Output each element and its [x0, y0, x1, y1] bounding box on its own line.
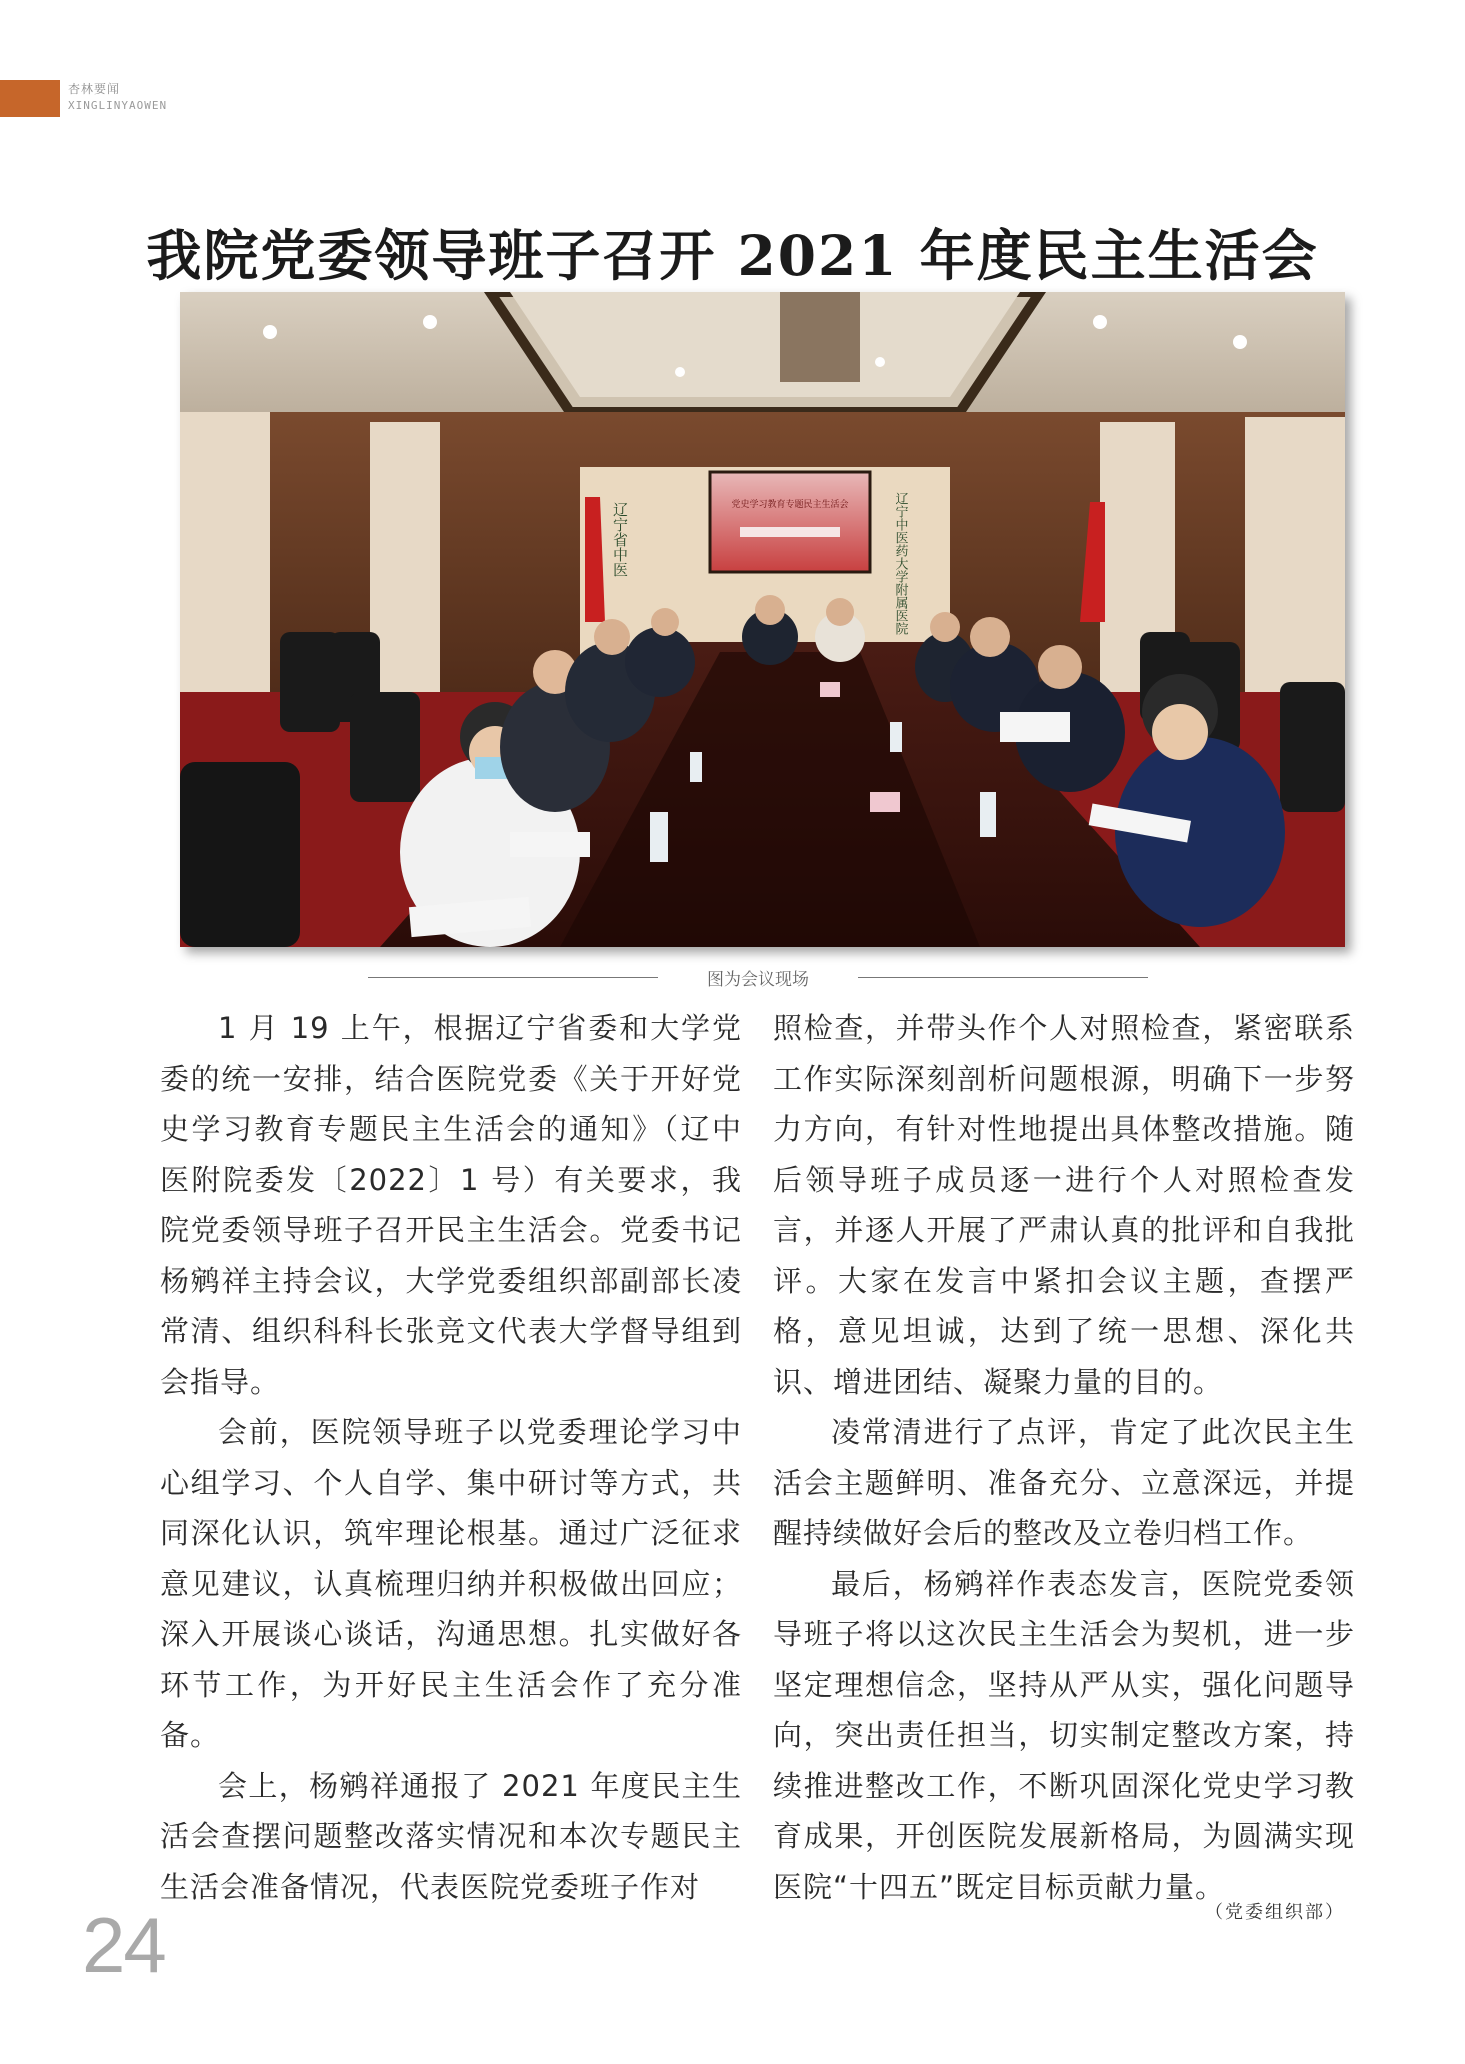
section-title: 杏林要闻 [68, 82, 121, 96]
photo-caption [368, 965, 1148, 989]
page-number: 24 [82, 1901, 165, 1989]
photo-wall-text-right: 辽宁中医药大学附属医院 [892, 492, 908, 635]
caption-divider-right [858, 977, 1148, 978]
article-paragraph: 会上，杨鹓祥通报了 2021 年度民主生活会查摆问题整改落实情况和本次专题民主生活会准备情况，代表医院党委班子作对 [160, 1768, 742, 1904]
photo-wall-text-left: 辽宁省中医 [611, 502, 629, 577]
photo-screen-text: 党史学习教育专题民主生活会 [731, 500, 849, 510]
article-byline: （党委组织部） [1205, 1902, 1345, 1923]
article-column-left [160, 1003, 742, 1912]
photo-caption-text: 图为会议现场 [707, 970, 809, 990]
article-paragraph: 照检查，并带头作个人对照检查，紧密联系工作实际深刻剖析问题根源，明确下一步努力方向，有针对性地提出具体整改措施。随后领导班子成员逐一进行个人对照检查发言，并逐人开展了严肃认真的批评和自我批评。大家在发言中紧扣会议主题，查摆严格，意见坦诚，达到了统一思想、深化共识、增进团结、凝聚力量的目的。 [773, 1011, 1355, 1399]
article-paragraph: 凌常清进行了点评，肯定了此次民主生活会主题鲜明、准备充分、立意深远，并提醒持续做好会后的整改及立卷归档工作。 [773, 1415, 1355, 1550]
article-title: 我院党委领导班子召开 2021 年度民主生活会 [146, 223, 1319, 288]
meeting-photo [180, 292, 1345, 947]
section-color-block [0, 80, 60, 117]
article-paragraph: 最后，杨鹓祥作表态发言，医院党委领导班子将以这次民主生活会为契机，进一步坚定理想信念，坚持从严从实，强化问题导向，突出责任担当，切实制定整改方案，持续推进整改工作，不断巩固深化党史学习教育成果，开创医院发展新格局，为圆满实现医院“十四五”既定目标贡献力量。 [773, 1566, 1355, 1904]
section-title-pinyin: XINGLINYAOWEN [68, 99, 168, 112]
article-paragraph: 1 月 19 上午，根据辽宁省委和大学党委的统一安排，结合医院党委《关于开好党史学习教育专题民主生活会的通知》（辽中医附院委发〔2022〕1 号）有关要求，我院党委领导班子召开民主生活会。党委书记杨鹓祥主持会议，大学党委组织部副部长凌常清、组织科科长张竞文代表大学督导组到会指导。 [160, 1011, 742, 1399]
article-column-right [773, 1003, 1355, 1912]
article-paragraph: 会前，医院领导班子以党委理论学习中心组学习、个人自学、集中研讨等方式，共同深化认识，筑牢理论根基。通过广泛征求意见建议，认真梳理归纳并积极做出回应；深入开展谈心谈话，沟通思想。扎实做好各环节工作，为开好民主生活会作了充分准备。 [160, 1415, 742, 1752]
